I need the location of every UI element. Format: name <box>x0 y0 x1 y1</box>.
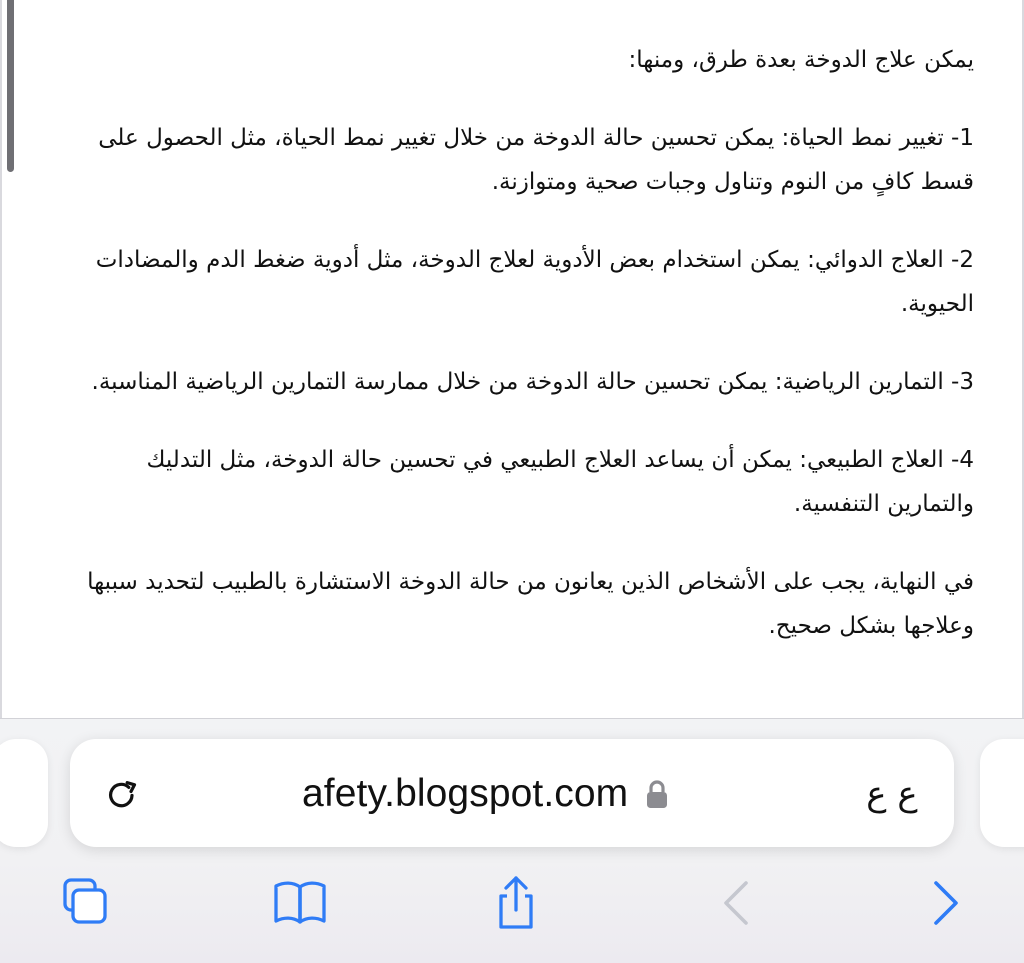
article-intro: يمكن علاج الدوخة بعدة طرق، ومنها: <box>628 47 974 73</box>
bookmarks-icon <box>268 874 332 932</box>
next-tab-preview[interactable] <box>980 739 1024 847</box>
article-paragraph-medication: 2- العلاج الدوائي: يمكن استخدام بعض الأدوية لعلاج الدوخة، مثل أدوية ضغط الدم والمضادات الحيوية. <box>95 247 974 317</box>
share-button[interactable] <box>480 867 552 939</box>
reload-icon <box>102 774 142 814</box>
browser-bottom-bar <box>0 718 1024 963</box>
address-bar[interactable] <box>70 739 954 847</box>
url-text: afety.blogspot.com <box>302 772 629 815</box>
article-paragraph-exercise: 3- التمارين الرياضية: يمكن تحسين حالة الدوخة من خلال ممارسة التمارين الرياضية المناسبة. <box>91 369 974 395</box>
tabs-button[interactable] <box>48 867 120 939</box>
share-icon <box>487 871 545 935</box>
article-paragraph-physiotherapy: 4- العلاج الطبيعي: يمكن أن يساعد العلاج الطبيعي في تحسين حالة الدوخة، مثل التدليك والتمارين التنفسية. <box>146 447 974 517</box>
forward-button[interactable] <box>910 867 982 939</box>
page-frame-left <box>0 0 2 718</box>
article-paragraph-conclusion: في النهاية، يجب على الأشخاص الذين يعانون من حالة الدوخة الاستشارة بالطبيب لتحديد سببها وعلاجها بشكل صحيح. <box>87 569 974 639</box>
tabs-icon <box>55 874 113 932</box>
chevron-right-icon <box>922 875 970 931</box>
browser-toolbar <box>0 867 1024 959</box>
previous-tab-preview[interactable] <box>0 739 48 847</box>
article-paragraph-lifestyle: 1- تغيير نمط الحياة: يمكن تحسين حالة الدوخة من خلال تغيير نمط الحياة، مثل الحصول على قسط كافٍ من النوم وتناول وجبات صحية ومتوازنة. <box>98 125 974 195</box>
article-content <box>76 38 974 682</box>
url-display[interactable] <box>302 769 670 819</box>
reload-button[interactable] <box>98 770 146 818</box>
bookmarks-button[interactable] <box>264 867 336 939</box>
lock-icon <box>644 777 670 811</box>
scroll-indicator[interactable] <box>7 0 14 172</box>
chevron-left-icon <box>712 875 760 931</box>
page-format-button[interactable]: ع ع <box>866 774 918 814</box>
back-button[interactable] <box>700 867 772 939</box>
